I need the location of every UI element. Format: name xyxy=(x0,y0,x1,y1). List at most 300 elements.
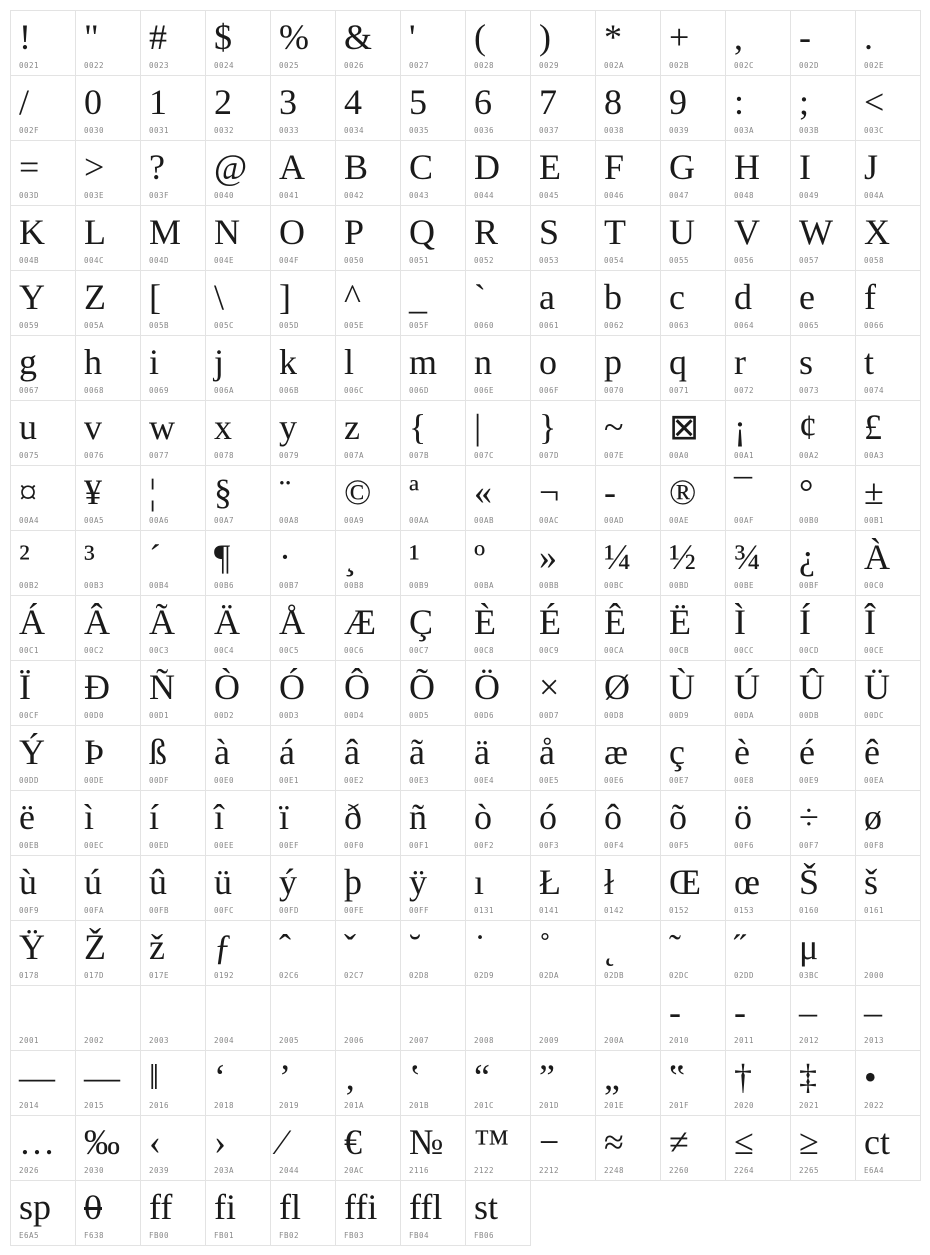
glyph-character: ‚ xyxy=(344,1057,356,1097)
glyph-cell xyxy=(400,1115,466,1181)
glyph-character: ¼ xyxy=(604,537,631,577)
glyph-codepoint: 00CE xyxy=(864,646,885,655)
glyph-codepoint: 00D1 xyxy=(149,711,170,720)
glyph-codepoint: 0033 xyxy=(279,126,300,135)
glyph-codepoint: 0074 xyxy=(864,386,885,395)
glyph-character: ˛ xyxy=(604,927,616,967)
glyph-cell xyxy=(530,10,596,76)
glyph-character: fi xyxy=(214,1187,236,1227)
glyph-character: ò xyxy=(474,797,492,837)
glyph-character: < xyxy=(864,82,885,122)
glyph-character: ( xyxy=(474,17,486,57)
glyph-cell xyxy=(270,985,336,1051)
glyph-codepoint: 003B xyxy=(799,126,820,135)
glyph-codepoint: 0070 xyxy=(604,386,625,395)
glyph-codepoint: 00AE xyxy=(669,516,690,525)
glyph-cell xyxy=(660,10,726,76)
glyph-character: q xyxy=(669,342,687,382)
glyph-codepoint: 00B1 xyxy=(864,516,885,525)
glyph-cell xyxy=(660,1050,726,1116)
glyph-codepoint: 03BC xyxy=(799,971,820,980)
glyph-codepoint: 00C7 xyxy=(409,646,430,655)
glyph-character: 1 xyxy=(149,82,167,122)
glyph-cell xyxy=(10,1180,76,1246)
glyph-character: s xyxy=(799,342,814,382)
glyph-codepoint: 0069 xyxy=(149,386,170,395)
glyph-cell xyxy=(790,530,856,596)
glyph-cell xyxy=(595,465,661,531)
glyph-character: ] xyxy=(279,277,291,317)
glyph-codepoint: 0054 xyxy=(604,256,625,265)
glyph-cell xyxy=(790,270,856,336)
glyph-cell xyxy=(465,595,531,661)
glyph-cell xyxy=(595,790,661,856)
glyph-cell xyxy=(400,75,466,141)
glyph-character: ≠ xyxy=(669,1122,689,1162)
glyph-character: € xyxy=(344,1122,362,1162)
glyph-character: 6 xyxy=(474,82,492,122)
glyph-codepoint: 003A xyxy=(734,126,755,135)
glyph-character: ^ xyxy=(344,277,361,317)
glyph-character xyxy=(474,988,483,1036)
glyph-character: Ì xyxy=(734,602,746,642)
glyph-codepoint: 00C5 xyxy=(279,646,300,655)
glyph-codepoint: 00C9 xyxy=(539,646,560,655)
glyph-codepoint: 2013 xyxy=(864,1036,885,1045)
glyph-cell xyxy=(790,1050,856,1116)
glyph-codepoint: 004A xyxy=(864,191,885,200)
glyph-cell xyxy=(205,855,271,921)
glyph-character: ý xyxy=(279,862,297,902)
glyph-codepoint: 2026 xyxy=(19,1166,40,1175)
glyph-character: ² xyxy=(19,537,30,577)
glyph-codepoint: 2000 xyxy=(864,971,885,980)
glyph-character xyxy=(19,988,28,1036)
glyph-character: # xyxy=(149,17,167,57)
glyph-cell xyxy=(400,465,466,531)
glyph-codepoint: 00CC xyxy=(734,646,755,655)
glyph-character: / xyxy=(19,82,30,122)
glyph-character: É xyxy=(539,602,561,642)
glyph-character: ' xyxy=(409,17,416,57)
glyph-codepoint: 00FC xyxy=(214,906,235,915)
glyph-cell xyxy=(530,465,596,531)
glyph-cell xyxy=(725,335,791,401)
glyph-codepoint: 00DE xyxy=(84,776,105,785)
glyph-codepoint: 005A xyxy=(84,321,105,330)
glyph-codepoint: 005B xyxy=(149,321,170,330)
glyph-character: ˚ xyxy=(539,927,551,967)
glyph-codepoint: 00CA xyxy=(604,646,625,655)
glyph-codepoint: 0047 xyxy=(669,191,690,200)
glyph-character: ` xyxy=(474,277,486,317)
glyph-codepoint: 00C6 xyxy=(344,646,365,655)
glyph-character: ł xyxy=(604,862,615,902)
glyph-codepoint: 00D2 xyxy=(214,711,235,720)
glyph-character: ð xyxy=(344,797,362,837)
glyph-codepoint: 00A4 xyxy=(19,516,40,525)
glyph-cell xyxy=(855,75,921,141)
glyph-codepoint: 0058 xyxy=(864,256,885,265)
glyph-codepoint: E6A5 xyxy=(19,1231,40,1240)
glyph-cell xyxy=(790,660,856,726)
glyph-codepoint: 00B6 xyxy=(214,581,235,590)
glyph-cell xyxy=(725,140,791,206)
glyph-character: ™ xyxy=(474,1122,510,1162)
glyph-codepoint: 00FA xyxy=(84,906,105,915)
glyph-codepoint: 00E4 xyxy=(474,776,495,785)
glyph-character: × xyxy=(539,667,560,707)
glyph-codepoint: 2019 xyxy=(279,1101,300,1110)
glyph-character: ü xyxy=(214,862,232,902)
glyph-codepoint: 0068 xyxy=(84,386,105,395)
glyph-codepoint: 0043 xyxy=(409,191,430,200)
glyph-character: = xyxy=(19,147,40,187)
glyph-codepoint: 201C xyxy=(474,1101,495,1110)
glyph-cell xyxy=(335,530,401,596)
glyph-codepoint: 0076 xyxy=(84,451,105,460)
glyph-cell xyxy=(400,140,466,206)
glyph-codepoint: 00BC xyxy=(604,581,625,590)
glyph-cell xyxy=(465,985,531,1051)
glyph-cell xyxy=(335,75,401,141)
glyph-cell xyxy=(10,790,76,856)
glyph-codepoint: 0060 xyxy=(474,321,495,330)
glyph-cell xyxy=(270,855,336,921)
glyph-cell xyxy=(790,790,856,856)
glyph-cell xyxy=(595,985,661,1051)
glyph-codepoint: 2012 xyxy=(799,1036,820,1045)
glyph-character: ¢ xyxy=(799,407,817,447)
glyph-character: ‖ xyxy=(149,1057,160,1097)
glyph-cell xyxy=(725,75,791,141)
glyph-character: Ý xyxy=(19,732,45,772)
glyph-cell xyxy=(140,595,206,661)
glyph-cell xyxy=(660,595,726,661)
glyph-cell xyxy=(595,725,661,791)
glyph-character: ê xyxy=(864,732,880,772)
glyph-character: R xyxy=(474,212,499,252)
glyph-character: ” xyxy=(539,1057,555,1097)
glyph-codepoint: 0059 xyxy=(19,321,40,330)
glyph-character: @ xyxy=(214,147,248,187)
glyph-codepoint: 2116 xyxy=(409,1166,430,1175)
glyph-character xyxy=(864,923,873,971)
glyph-character: ¨ xyxy=(279,472,291,512)
glyph-cell xyxy=(335,400,401,466)
glyph-codepoint: 00AD xyxy=(604,516,625,525)
glyph-character: K xyxy=(19,212,45,252)
glyph-character: ¯ xyxy=(734,472,752,512)
glyph-character: ¦ xyxy=(149,472,157,512)
glyph-character xyxy=(344,988,353,1036)
glyph-cell xyxy=(790,920,856,986)
glyph-codepoint: 2030 xyxy=(84,1166,105,1175)
glyph-cell xyxy=(10,855,76,921)
glyph-cell xyxy=(400,10,466,76)
glyph-codepoint: 2039 xyxy=(149,1166,170,1175)
glyph-cell xyxy=(400,1180,466,1246)
glyph-character: à xyxy=(214,732,230,772)
glyph-cell xyxy=(335,465,401,531)
glyph-codepoint: FB00 xyxy=(149,1231,170,1240)
glyph-cell xyxy=(725,920,791,986)
glyph-cell xyxy=(140,725,206,791)
glyph-character: Ö xyxy=(474,667,500,707)
glyph-cell xyxy=(270,1180,336,1246)
glyph-character: k xyxy=(279,342,297,382)
glyph-codepoint: 0052 xyxy=(474,256,495,265)
glyph-cell xyxy=(400,855,466,921)
glyph-character: « xyxy=(474,472,492,512)
glyph-character: è xyxy=(734,732,750,772)
glyph-character xyxy=(409,988,418,1036)
glyph-cell xyxy=(595,10,661,76)
glyph-character: „ xyxy=(604,1057,620,1097)
glyph-codepoint: 00DA xyxy=(734,711,755,720)
glyph-cell xyxy=(335,140,401,206)
glyph-cell xyxy=(465,790,531,856)
glyph-cell xyxy=(400,530,466,596)
glyph-codepoint: 2002 xyxy=(84,1036,105,1045)
glyph-codepoint: 00F2 xyxy=(474,841,495,850)
glyph-cell xyxy=(465,205,531,271)
glyph-character: Û xyxy=(799,667,825,707)
glyph-cell xyxy=(140,855,206,921)
glyph-codepoint: 00A1 xyxy=(734,451,755,460)
glyph-character: â xyxy=(344,732,360,772)
glyph-character: G xyxy=(669,147,695,187)
glyph-cell xyxy=(335,725,401,791)
glyph-cell xyxy=(335,595,401,661)
glyph-cell xyxy=(270,205,336,271)
glyph-character: 3 xyxy=(279,82,297,122)
glyph-character: ff xyxy=(149,1187,173,1227)
glyph-codepoint: 00B8 xyxy=(344,581,365,590)
glyph-character: | xyxy=(474,407,482,447)
glyph-codepoint: 00D7 xyxy=(539,711,560,720)
glyph-codepoint: 006A xyxy=(214,386,235,395)
glyph-codepoint: 003D xyxy=(19,191,40,200)
glyph-cell xyxy=(595,530,661,596)
glyph-cell xyxy=(10,595,76,661)
glyph-character: t xyxy=(864,342,875,382)
glyph-character: Ú xyxy=(734,667,760,707)
glyph-codepoint: 2260 xyxy=(669,1166,690,1175)
glyph-codepoint: 00C4 xyxy=(214,646,235,655)
glyph-cell xyxy=(465,530,531,596)
glyph-codepoint: 0078 xyxy=(214,451,235,460)
glyph-cell xyxy=(855,985,921,1051)
glyph-cell xyxy=(465,270,531,336)
glyph-cell xyxy=(270,10,336,76)
glyph-cell xyxy=(205,10,271,76)
glyph-cell xyxy=(855,660,921,726)
glyph-character: • xyxy=(864,1057,877,1097)
glyph-codepoint: 02DB xyxy=(604,971,625,980)
glyph-cell xyxy=(530,270,596,336)
glyph-codepoint: 002A xyxy=(604,61,625,70)
glyph-codepoint: 0152 xyxy=(669,906,690,915)
glyph-codepoint: E6A4 xyxy=(864,1166,885,1175)
glyph-codepoint: 00C0 xyxy=(864,581,885,590)
glyph-character: f xyxy=(864,277,876,317)
glyph-character: ‑ xyxy=(734,992,746,1032)
glyph-cell xyxy=(10,75,76,141)
glyph-character: ˜ xyxy=(669,927,681,967)
glyph-character: õ xyxy=(669,797,687,837)
glyph-codepoint: 0040 xyxy=(214,191,235,200)
glyph-codepoint: 02D8 xyxy=(409,971,430,980)
glyph-character: . xyxy=(864,17,873,57)
glyph-character: Ã xyxy=(149,602,175,642)
glyph-character: - xyxy=(799,17,811,57)
glyph-codepoint: 004B xyxy=(19,256,40,265)
glyph-cell xyxy=(530,205,596,271)
glyph-codepoint: 00DB xyxy=(799,711,820,720)
glyph-cell xyxy=(595,1050,661,1116)
glyph-character: J xyxy=(864,147,879,187)
glyph-character: ø xyxy=(864,797,882,837)
glyph-cell xyxy=(790,595,856,661)
glyph-cell xyxy=(595,595,661,661)
glyph-cell xyxy=(725,985,791,1051)
glyph-codepoint: 2010 xyxy=(669,1036,690,1045)
glyph-codepoint: 00D6 xyxy=(474,711,495,720)
glyph-codepoint: 2020 xyxy=(734,1101,755,1110)
glyph-cell xyxy=(855,400,921,466)
glyph-codepoint: 00A6 xyxy=(149,516,170,525)
glyph-character: E xyxy=(539,147,561,187)
glyph-codepoint: 201B xyxy=(409,1101,430,1110)
glyph-cell xyxy=(465,725,531,791)
glyph-character: À xyxy=(864,537,890,577)
glyph-codepoint: 0021 xyxy=(19,61,40,70)
glyph-character: , xyxy=(734,17,743,57)
glyph-cell xyxy=(465,855,531,921)
glyph-codepoint: 201E xyxy=(604,1101,625,1110)
glyph-character: v xyxy=(84,407,102,447)
glyph-cell xyxy=(75,530,141,596)
glyph-codepoint: 0072 xyxy=(734,386,755,395)
glyph-codepoint: 002B xyxy=(669,61,690,70)
glyph-character: $ xyxy=(214,17,232,57)
glyph-cell xyxy=(855,335,921,401)
glyph-cell xyxy=(140,660,206,726)
glyph-character: ⊠ xyxy=(669,407,700,447)
glyph-cell xyxy=(205,660,271,726)
glyph-character: ! xyxy=(19,17,31,57)
glyph-codepoint: 00DD xyxy=(19,776,40,785)
glyph-cell xyxy=(465,1115,531,1181)
glyph-cell xyxy=(205,1115,271,1181)
glyph-character: ˘ xyxy=(409,927,421,967)
glyph-codepoint: 2003 xyxy=(149,1036,170,1045)
glyph-codepoint: 0160 xyxy=(799,906,820,915)
glyph-character: - xyxy=(604,472,616,512)
glyph-cell xyxy=(595,400,661,466)
glyph-cell xyxy=(400,1050,466,1116)
glyph-cell xyxy=(465,335,531,401)
glyph-codepoint: 00B7 xyxy=(279,581,300,590)
glyph-cell xyxy=(465,465,531,531)
glyph-cell xyxy=(205,595,271,661)
glyph-character: ÷ xyxy=(799,797,819,837)
glyph-codepoint: 0032 xyxy=(214,126,235,135)
glyph-cell xyxy=(10,1115,76,1181)
glyph-character: Ù xyxy=(669,667,695,707)
glyph-character: ù xyxy=(19,862,37,902)
glyph-codepoint: 002C xyxy=(734,61,755,70)
glyph-cell xyxy=(660,530,726,596)
glyph-codepoint: 0056 xyxy=(734,256,755,265)
glyph-codepoint: 0066 xyxy=(864,321,885,330)
glyph-character: ct xyxy=(864,1122,890,1162)
glyph-cell xyxy=(10,400,76,466)
glyph-character: 4 xyxy=(344,82,362,122)
glyph-codepoint: 2022 xyxy=(864,1101,885,1110)
glyph-cell xyxy=(140,335,206,401)
glyph-cell xyxy=(855,1115,921,1181)
glyph-cell xyxy=(855,270,921,336)
glyph-cell xyxy=(660,855,726,921)
glyph-cell xyxy=(855,530,921,596)
glyph-codepoint: 005E xyxy=(344,321,365,330)
glyph-codepoint: 00FE xyxy=(344,906,365,915)
glyph-codepoint: 2016 xyxy=(149,1101,170,1110)
glyph-character: î xyxy=(214,797,225,837)
glyph-character: ä xyxy=(474,732,490,772)
glyph-codepoint: 00A0 xyxy=(669,451,690,460)
glyph-character: ª xyxy=(409,472,419,512)
glyph-codepoint: 0064 xyxy=(734,321,755,330)
glyph-cell xyxy=(465,1050,531,1116)
glyph-cell xyxy=(855,205,921,271)
glyph-character: " xyxy=(84,17,99,57)
glyph-codepoint: 0065 xyxy=(799,321,820,330)
glyph-cell xyxy=(75,10,141,76)
glyph-cell xyxy=(205,725,271,791)
glyph-codepoint: 007C xyxy=(474,451,495,460)
glyph-cell xyxy=(725,530,791,596)
glyph-character: Ó xyxy=(279,667,305,707)
glyph-character: ‡ xyxy=(799,1057,817,1097)
glyph-character: g xyxy=(19,342,37,382)
glyph-character: * xyxy=(604,17,622,57)
glyph-character xyxy=(279,988,288,1036)
glyph-cell xyxy=(335,660,401,726)
glyph-cell xyxy=(855,140,921,206)
glyph-character: í xyxy=(149,797,160,837)
glyph-cell xyxy=(595,335,661,401)
glyph-character: d xyxy=(734,277,752,317)
glyph-character: ≥ xyxy=(799,1122,819,1162)
glyph-character: Ÿ xyxy=(19,927,45,967)
glyph-codepoint: 0028 xyxy=(474,61,495,70)
glyph-cell xyxy=(530,985,596,1051)
glyph-character: Ê xyxy=(604,602,626,642)
glyph-cell xyxy=(270,595,336,661)
glyph-character: » xyxy=(539,537,557,577)
glyph-cell xyxy=(725,270,791,336)
glyph-cell xyxy=(400,595,466,661)
glyph-codepoint: 00F8 xyxy=(864,841,885,850)
glyph-character: o xyxy=(539,342,557,382)
glyph-cell xyxy=(75,595,141,661)
glyph-cell xyxy=(75,205,141,271)
glyph-character: H xyxy=(734,147,760,187)
glyph-character: ‐ xyxy=(669,992,681,1032)
